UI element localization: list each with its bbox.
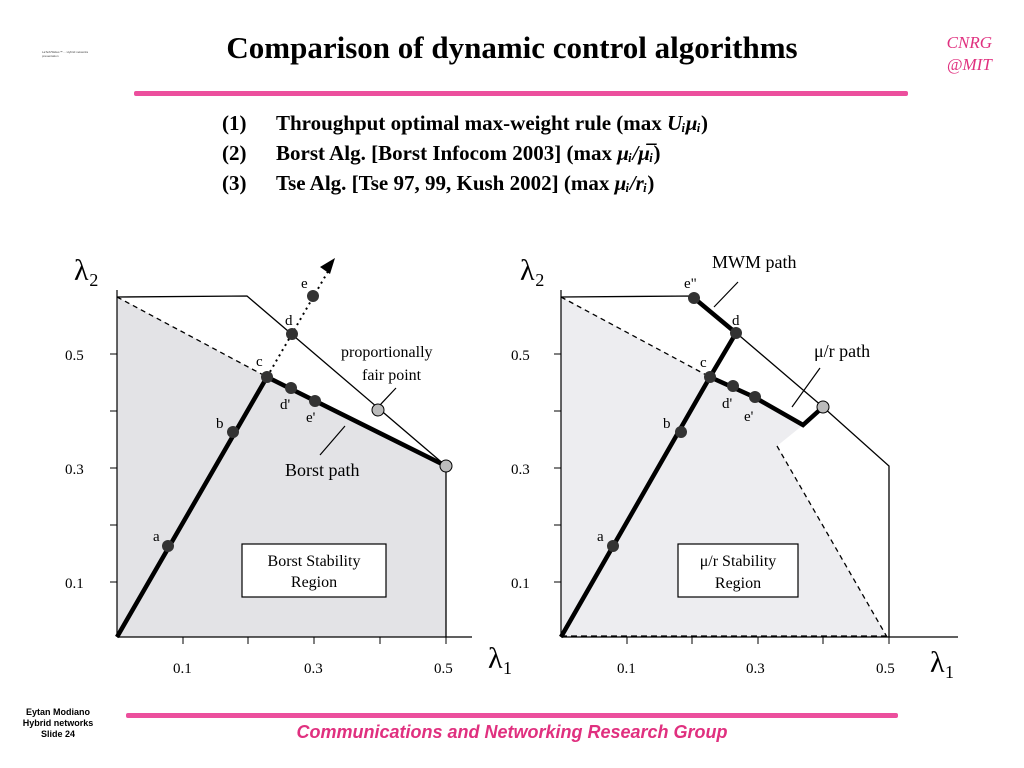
algorithm-text: Throughput optimal max-weight rule (max [276, 111, 668, 135]
right-label-e-prime: e' [744, 409, 754, 425]
algorithm-close: ) [701, 111, 709, 135]
right-region-label-2: Region [714, 575, 762, 592]
left-y-tick-label: 0.5 [65, 348, 84, 364]
footer-slide-number: Slide 24 [40, 729, 76, 739]
left-label-b: b [216, 416, 224, 432]
left-x-axis-label: λ₁ [488, 642, 514, 675]
slide-title: Comparison of dynamic control algorithms [226, 30, 798, 65]
left-y-tick-label: 0.3 [65, 462, 84, 478]
algorithm-text: Tse Alg. [Tse 97, 99, Kush 2002] (max [276, 171, 615, 195]
left-borst-path-label: Borst path [285, 460, 360, 480]
left-label-e-prime: e' [306, 410, 316, 426]
right-region-label-1: μ/r Stability [699, 553, 777, 570]
footer-author: Eytan Modiano [25, 707, 90, 717]
right-x-tick-label: 0.1 [617, 661, 636, 677]
left-label-a: a [153, 529, 160, 545]
org-line-2: @MIT [946, 55, 992, 74]
right-x-tick-label: 0.3 [746, 661, 765, 677]
right-label-e2: e" [684, 276, 697, 292]
left-x-tick-label: 0.3 [304, 661, 323, 677]
left-fair-label-2: fair point [362, 367, 422, 384]
left-y-tick-label: 0.1 [65, 576, 84, 592]
algorithm-text: Borst Alg. [Borst Infocom 2003] (max [276, 141, 618, 165]
right-label-d-prime: d' [722, 396, 733, 412]
right-label-a: a [597, 529, 604, 545]
right-y-tick-label: 0.3 [511, 462, 530, 478]
right-label-d: d [732, 313, 740, 329]
algorithm-close: ) [647, 171, 655, 195]
left-x-tick-label: 0.5 [434, 661, 453, 677]
right-mur-label: μ/r path [814, 341, 871, 361]
left-region-label-2: Region [290, 574, 338, 591]
algorithm-formula: Uᵢμᵢ [667, 111, 702, 135]
algorithm-formula: μᵢ/rᵢ [614, 171, 648, 195]
footer-group-name: Communications and Networking Research Group [296, 722, 728, 742]
right-y-axis-label: λ₂ [520, 254, 546, 287]
right-x-axis-label: λ₁ [930, 646, 956, 679]
left-label-d: d [285, 313, 293, 329]
algorithm-number: (3) [222, 171, 247, 195]
left-fair-label-1: proportionally [341, 344, 433, 361]
left-label-c: c [256, 354, 263, 370]
right-x-tick-label: 0.5 [876, 661, 895, 677]
right-label-c: c [700, 355, 707, 371]
left-y-axis-label: λ₂ [74, 254, 100, 287]
left-label-d-prime: d' [280, 397, 291, 413]
right-mwm-label: MWM path [712, 252, 797, 272]
footer-divider [126, 713, 898, 718]
footer-subject: Hybrid networks [22, 718, 94, 728]
right-y-tick-label: 0.1 [511, 576, 530, 592]
right-label-b: b [663, 416, 671, 432]
algorithm-close: ) [653, 141, 661, 165]
left-label-e: e [301, 276, 308, 292]
org-line-1: CNRG [946, 33, 992, 52]
right-y-tick-label: 0.5 [511, 348, 530, 364]
left-x-tick-label: 0.1 [173, 661, 192, 677]
algorithm-number: (2) [222, 141, 247, 165]
left-region-label-1: Borst Stability [267, 553, 361, 570]
logo: LaTeX/Slides™ ... Hybrid networks presentation [42, 50, 89, 58]
algorithm-formula: μᵢ/μ̅ᵢ [617, 141, 654, 165]
algorithm-number: (1) [222, 111, 247, 135]
